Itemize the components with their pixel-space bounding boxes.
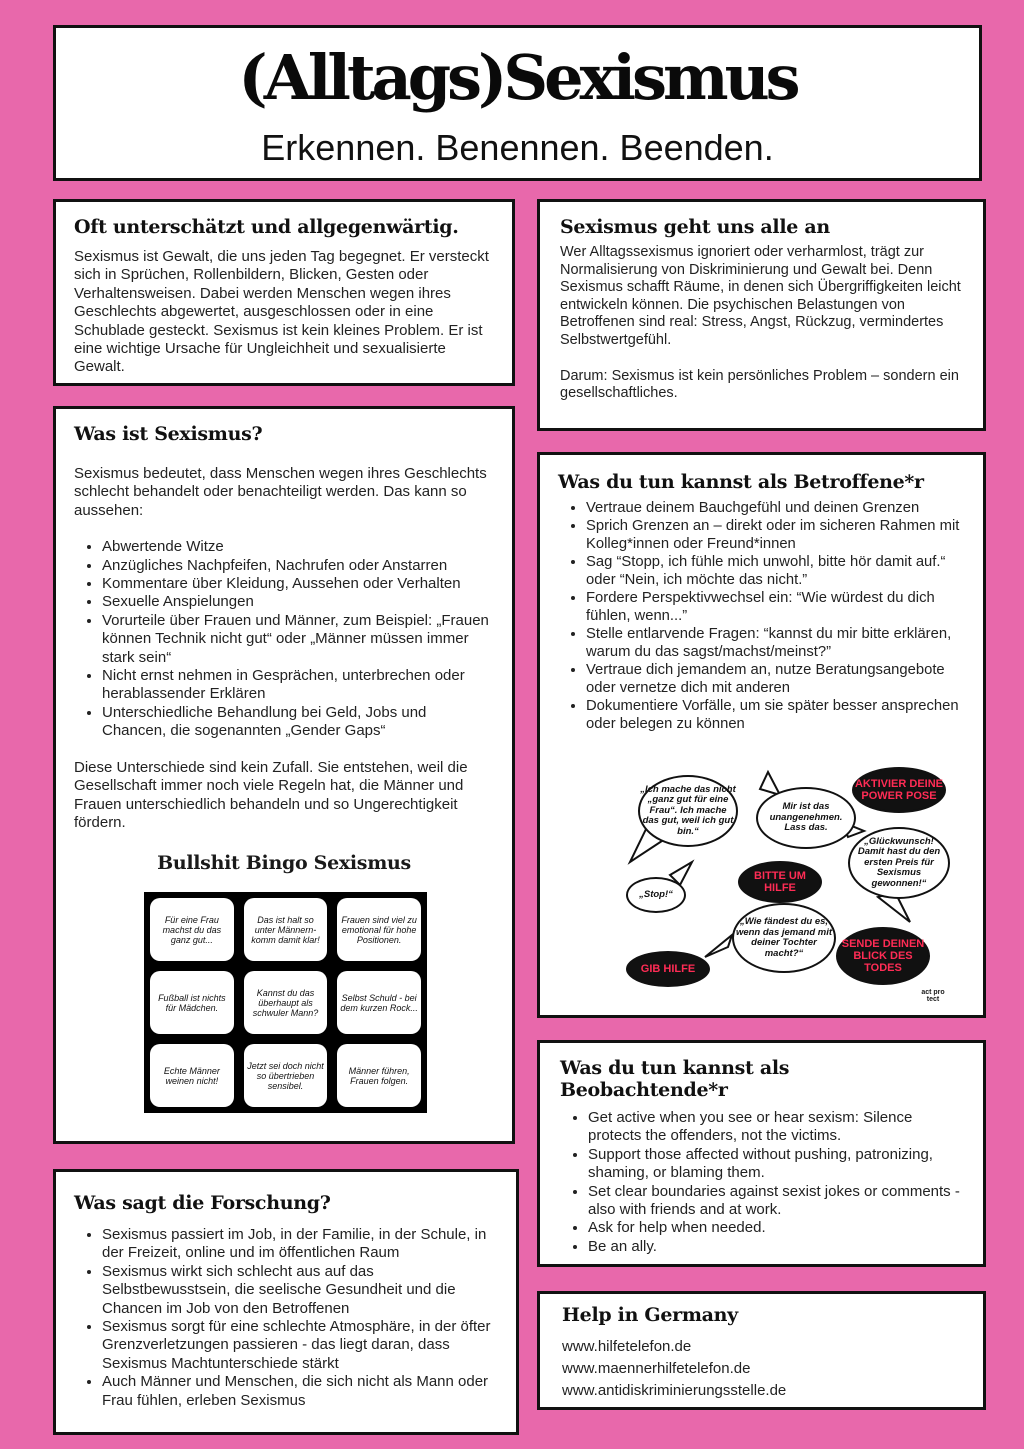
section-help	[537, 1291, 986, 1410]
section-was-intro: Sexismus bedeutet, dass Menschen wegen ihres Geschlechts schlecht behandelt oder benachteiligt werden. Das kann so aussehen:	[74, 465, 487, 519]
list-item: • Sprich Grenzen an – direkt oder im sicheren Rahmen mit Kolleg*innen oder Freund*innen	[586, 517, 965, 553]
list-item: • Sexismus wirkt sich schlecht aus auf das Selbstbewusstsein, die seelische Gesundheit und die Chancen im Job von den Betroffenen	[102, 1263, 498, 1318]
list-item: • Ask for help when needed.	[588, 1219, 963, 1237]
speech-bubble: „Ich mache das nicht „ganz gut für eine Frau“. Ich mache das gut, weil ich gut bin.“	[638, 775, 738, 847]
list-item: • Sexuelle Anspielungen	[102, 593, 494, 611]
list-item: • Anzügliches Nachpfeifen, Nachrufen oder Anstarren	[102, 557, 494, 575]
bingo-cell: Männer führen, Frauen folgen.	[337, 1044, 421, 1107]
actprotect-logo: act pro tect	[921, 989, 945, 1003]
list-item: • Unterschiedliche Behandlung bei Geld, Jobs und Chancen, die sogenannten „Gender Gaps“	[102, 704, 494, 741]
speech-bubble: „Wie fändest du es, wenn das jemand mit deiner Tochter macht?“	[732, 903, 836, 973]
speech-bubble-dark: GIB HILFE	[626, 951, 710, 987]
bubble-tail	[705, 935, 732, 957]
list-item: • Sag “Stopp, ich fühle mich unwohl, bitte hör damit auf.“ oder “Nein, ich möchte das nicht.”	[586, 553, 965, 589]
list-item: • Auch Männer und Menschen, die sich nicht als Mann oder Frau fühlen, erleben Sexismus	[102, 1373, 498, 1410]
help-link[interactable]: www.maennerhilfetelefon.de	[562, 1360, 751, 1377]
section-alle-heading: Sexismus geht uns alle an	[560, 216, 830, 238]
speech-bubble-dark: AKTIVIER DEINE POWER POSE	[852, 767, 946, 813]
section-beobachtende	[537, 1040, 986, 1267]
list-item: • Vertraue dich jemandem an, nutze Beratungsangebote oder vernetze dich mit anderen	[586, 661, 965, 697]
section-betroffene	[537, 452, 986, 1018]
section-alle	[537, 199, 986, 431]
speech-bubble-dark: BITTE UM HILFE	[738, 861, 822, 903]
bingo-cell: Fußball ist nichts für Mädchen.	[150, 971, 234, 1034]
speech-bubble-illustration	[620, 767, 960, 1007]
bingo-cell: Für eine Frau machst du das ganz gut...	[150, 898, 234, 961]
list-item: • Sexismus sorgt für eine schlechte Atmosphäre, in der öfter Grenzverletzungen passieren - das liegt daran, dass Sexismus Machtunterschiede stärkt	[102, 1318, 498, 1373]
bingo-cell: Kannst du das überhaupt als schwuler Mann?	[244, 971, 328, 1034]
list-item: • Get active when you see or hear sexism: Silence protects the offenders, not the victims.	[588, 1109, 963, 1146]
bingo-cell: Frauen sind viel zu emotional für hohe Positionen.	[337, 898, 421, 961]
title-box	[53, 25, 982, 181]
section-oft-text: Sexismus ist Gewalt, die uns jeden Tag begegnet. Er versteckt sich in Sprüchen, Rollenbildern, Blicken, Gesten oder Verhaltensweisen. Dabei werden Menschen wegen ihres Geschlechts abgewertet, ausgeschlossen oder in eine Schublade gesteckt. Sexismus ist kein kleines Problem. Er ist eine wichtige Ursache für Ungleichheit und sexualisierte Gewalt.	[74, 248, 489, 376]
section-oft-heading: Oft unterschätzt und allgegenwärtig.	[74, 216, 459, 238]
section-beob-list	[560, 1109, 963, 1256]
bingo-cell: Jetzt sei doch nicht so übertrieben sensibel.	[244, 1044, 328, 1107]
list-item: • Sexismus passiert im Job, in der Familie, in der Schule, in der Freizeit, online und im öffentlichen Raum	[102, 1226, 498, 1263]
list-item: • Stelle entlarvende Fragen: “kannst du mir bitte erklären, warum du das sagst/machst/meinst?”	[586, 625, 965, 661]
bingo-cell: Selbst Schuld - bei dem kurzen Rock...	[337, 971, 421, 1034]
help-link[interactable]: www.hilfetelefon.de	[562, 1338, 692, 1355]
speech-bubble: „Stop!“	[626, 877, 686, 913]
list-item: • Be an ally.	[588, 1238, 963, 1256]
section-oft	[53, 199, 515, 386]
section-betr-heading: Was du tun kannst als Betroffene*r	[558, 471, 924, 493]
section-was-ist	[53, 406, 515, 1144]
section-forsch-list	[74, 1226, 498, 1410]
speech-bubble: Mir ist das unangenehmen. Lass das.	[756, 787, 856, 849]
section-beob-heading: Was du tun kannst als Beobachtende*r	[560, 1057, 790, 1101]
bingo-title: Bullshit Bingo Sexismus	[157, 852, 411, 875]
list-item: • Fordere Perspektivwechsel ein: “Wie würdest du dich fühlen, wenn...”	[586, 589, 965, 625]
list-item: • Support those affected without pushing, patronizing, shaming, or blaming them.	[588, 1146, 963, 1183]
section-was-list	[74, 538, 494, 740]
list-item: • Vertraue deinem Bauchgefühl und deinen Grenzen	[586, 499, 965, 517]
page-subtitle: Erkennen. Benennen. Beenden.	[261, 127, 774, 168]
section-help-heading: Help in Germany	[562, 1304, 738, 1326]
bingo-cell: Das ist halt so unter Männern-komm damit klar!	[244, 898, 328, 961]
list-item: • Set clear boundaries against sexist jokes or comments - also with friends and at work.	[588, 1183, 963, 1220]
section-alle-text-2: Darum: Sexismus ist kein persönliches Problem – sondern ein gesellschaftliches.	[560, 367, 959, 402]
list-item: • Abwertende Witze	[102, 538, 494, 556]
list-item: • Dokumentiere Vorfälle, um sie später besser ansprechen oder belegen zu können	[586, 697, 965, 733]
section-was-heading: Was ist Sexismus?	[74, 423, 263, 445]
speech-bubble-dark: SENDE DEINEN BLICK DES TODES	[836, 927, 930, 985]
list-item: • Kommentare über Kleidung, Aussehen oder Verhalten	[102, 575, 494, 593]
section-forschung	[53, 1169, 519, 1435]
bingo-cell: Echte Männer weinen nicht!	[150, 1044, 234, 1107]
section-betr-list	[558, 499, 965, 733]
bingo-grid	[144, 892, 427, 1113]
list-item: • Nicht ernst nehmen in Gesprächen, unterbrechen oder herablassender Erklären	[102, 667, 494, 704]
page-title: (Alltags)Sexismus	[238, 41, 797, 114]
speech-bubble: „Glückwunsch! Damit hast du den ersten Preis für Sexismus gewonnen!“	[848, 827, 950, 899]
section-alle-text-1: Wer Alltagssexismus ignoriert oder verharmlost, trägt zur Normalisierung von Diskriminierung und Gewalt bei. Denn Sexismus schafft Räume, in denen sich Übergriffigkeiten leicht entwickeln können. Die psychischen Belastungen von Betroffenen sind real: Stress, Angst, Rückzug, vermindertes Selbstwertgefühl.	[560, 244, 961, 348]
section-forsch-heading: Was sagt die Forschung?	[74, 1192, 331, 1214]
help-link[interactable]: www.antidiskriminierungsstelle.de	[562, 1382, 787, 1399]
section-was-outro: Diese Unterschiede sind kein Zufall. Sie entstehen, weil die Gesellschaft immer noch viele Regeln hat, die Männer und Frauen unterschiedlich behandeln und so Ungerechtigkeit fördern.	[74, 758, 468, 831]
list-item: • Vorurteile über Frauen und Männer, zum Beispiel: „Frauen können Technik nicht gut“ oder „Männer müssen immer stark sein“	[102, 612, 494, 667]
